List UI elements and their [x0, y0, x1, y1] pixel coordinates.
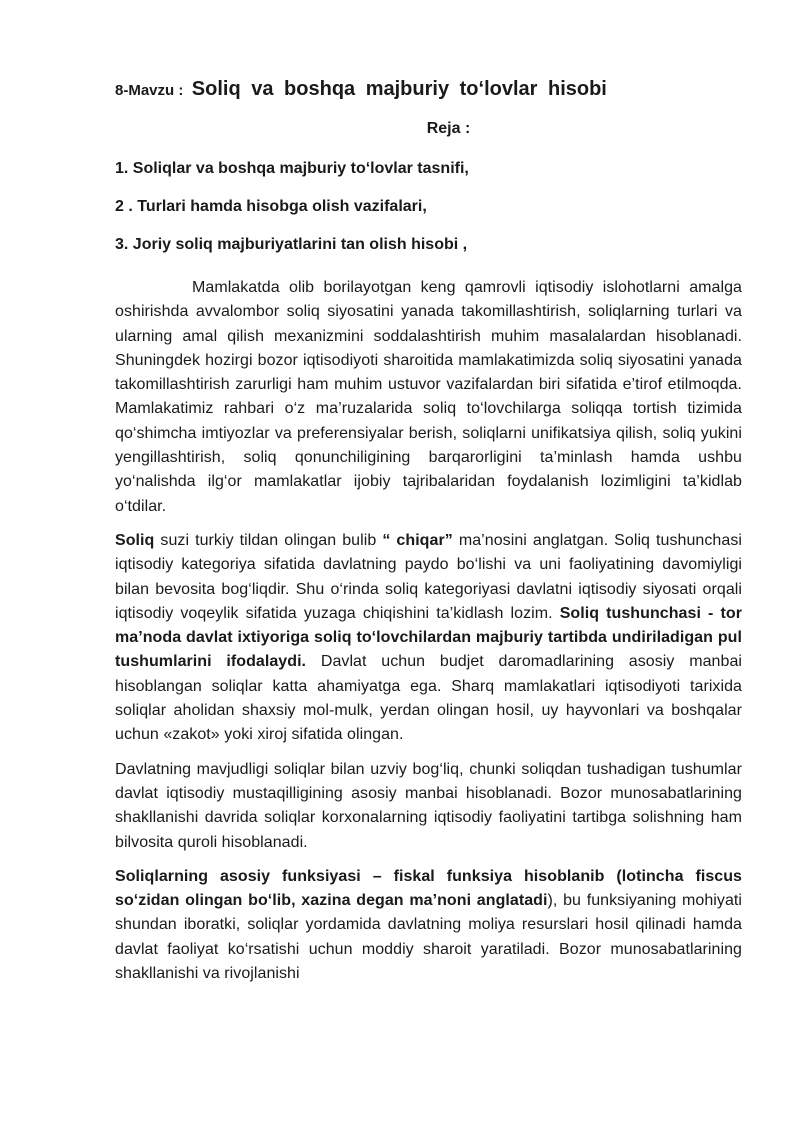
soliq-text-3: Davlat uchun budjet daromadlarining asosiy manbai hisoblangan soliqlar katta ahamiyatga ega. Sharq mamlakatlari iqtisodiyoti tarixida soliqlar aholidan shaxsiy mol-mulk, yerdan olingan hosil, uy hayvonlari va boshqalar uchun «zakot» yoki xiroj sifatida olingan. — [115, 653, 742, 744]
intro-paragraph: Mamlakatda olib borilayotgan keng qamrovli iqtisodiy islohotlarni amalga oshirishda avvalombor soliq siyosatini yanada takomillashtirish, soliqlarning turlari va ularning amal qilish mexanizmini soddalashtirish muhim masalalardan hisoblanadi. Shuningdek hozirgi bozor iqtisodiyoti sharoitida mamlakatimizda soliq siyosatini yanada takomillashtirish zarurligi ham muhim ustuvor vazifalardan biri sifatida e’tirof etilmoqda. Mamlakatimiz rahbari o‘z ma’ruzalarida soliq to‘lovchilarga soliqqa tortish tizimida qo‘shimcha imtiyozlar va preferensiyalar berish, soliqlarni unifikatsiya qilish, soliq yukini yengillashtirish, soliq qonunchiligining barqarorligini ta’minlash hamda ushbu yo‘nalishda ilg‘or mamlakatlar ijobiy tajribalaridan foydalanish lozimligini ta’kidlab o‘tdilar. — [115, 279, 742, 515]
plan-outline — [115, 158, 742, 256]
soliq-definition: Soliq tushunchasi - tor ma’noda davlat ixtiyoriga soliq to‘lovchilardan majburiy tartibda undiriladigan pul tushumlarini ifodalaydi. — [115, 604, 742, 671]
state-paragraph: Davlatning mavjudligi soliqlar bilan uzviy bog‘liq, chunki soliqdan tushadigan tushumlar davlat iqtisodiy mustaqilligining asosiy manbai hisoblanadi. Bozor munosabatlarining shakllanishi davrida soliqlar korxonalarning iqtisodiy faoliyatini tartibga solishning ham bilvosita quroli hisoblanadi. — [115, 760, 742, 851]
soliq-paragraph — [115, 529, 742, 748]
function-text: ), bu funksiyaning mohiyati shundan iboratki, soliqlar yordamida davlatning moliya resurslari hosil qilinadi hamda davlat faoliyat ko‘rsatishi uchun moddiy sharoit yaratiladi. Bozor munosabatlarining shakllanishi va rivojlanishi — [115, 892, 742, 983]
function-paragraph — [115, 865, 742, 986]
outline-item-3: 3. Joriy soliq majburiyatlarini tan olish hisobi , — [115, 236, 468, 253]
soliq-text-1: suzi turkiy tildan olingan bulib — [154, 531, 383, 549]
plan-heading: Reja : — [426, 120, 471, 137]
function-definition: Soliqlarning asosiy funksiyasi – fiskal funksiya hisoblanib (lotincha fiscus so‘zidan olingan bo‘lib, xazina degan ma’noni anglatadi — [115, 867, 742, 910]
document-page — [115, 74, 742, 986]
soliq-text-2: ma’nosini anglatgan. Soliq tushunchasi iqtisodiy kategoriya sifatida davlatning paydo bo‘lishi va uni faoliyatining davomiyligi bilan bevosita bog‘liqdir. Shu o‘rinda soliq kategoriyasi davlatni iqtisodiy siyosati orqali iqtisodiy voqeylik sifatida yuzaga chiqishini ta’kidlash lozim. — [115, 531, 742, 622]
outline-item-1: 1. Soliqlar va boshqa majburiy to‘lovlar tasnifi, — [115, 160, 469, 177]
chiqar-term: “ chiqar” — [382, 531, 453, 549]
outline-item-2: 2 . Turlari hamda hisobga olish vazifalari, — [115, 198, 427, 215]
topic-number: 8-Mavzu : — [115, 82, 184, 99]
soliq-term: Soliq — [115, 531, 155, 549]
page-title — [115, 74, 742, 104]
topic-title: Soliq va boshqa majburiy to‘lovlar hisobi — [191, 78, 607, 100]
